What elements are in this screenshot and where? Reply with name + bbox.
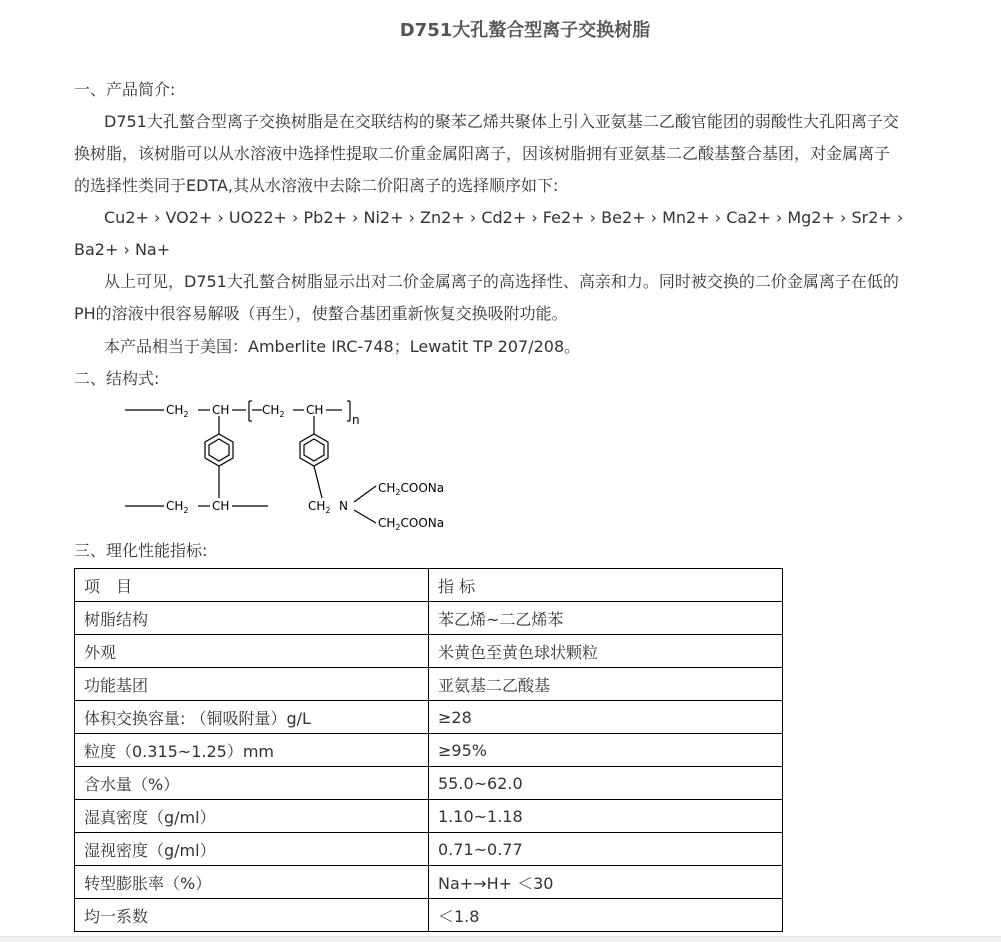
table-header-cell: 项 目: [75, 569, 429, 602]
table-row: [75, 833, 783, 866]
property-name: 外观: [75, 635, 429, 668]
properties-table: [74, 568, 783, 932]
ch-label: CH: [306, 403, 324, 417]
intro-paragraph-line: 的选择性类同于EDTA,其从水溶液中去除二价阳离子的选择顺序如下:: [74, 176, 559, 195]
property-value: ≥95%: [429, 734, 783, 767]
property-name: 树脂结构: [75, 602, 429, 635]
ch-label: CH: [212, 403, 230, 417]
table-header-cell: 指 标: [429, 569, 783, 602]
table-header-row: [75, 569, 783, 602]
property-value: 55.0~62.0: [429, 767, 783, 800]
property-name: 功能基团: [75, 668, 429, 701]
property-value: 0.71~0.77: [429, 833, 783, 866]
ch2-label: $CH_2$: [308, 499, 331, 515]
property-name: 均一系数: [75, 899, 429, 932]
property-value: ＜1.8: [429, 899, 783, 932]
property-name: 湿视密度（g/ml）: [75, 833, 429, 866]
ch2-label: $CH_2$: [166, 499, 189, 515]
section-heading-structure: 二、结构式:: [74, 369, 160, 388]
property-value: Na+→H+ ＜30: [429, 866, 783, 899]
table-row: [75, 866, 783, 899]
ch2-label: $CH_2$: [262, 403, 285, 419]
property-value: ≥28: [429, 701, 783, 734]
table-row: [75, 734, 783, 767]
equivalent-products: 本产品相当于美国：Amberlite IRC-748；Lewatit TP 207/208。: [104, 337, 581, 356]
table-row: [75, 701, 783, 734]
page-title: D751大孔螯合型离子交换树脂: [399, 20, 651, 41]
table-row: [75, 602, 783, 635]
ch-label: CH: [212, 499, 230, 513]
property-name: 体积交换容量: （铜吸附量）g/L: [75, 701, 429, 734]
repeat-n-label: n: [352, 413, 360, 427]
table-row: [75, 800, 783, 833]
ch2coona-bottom-label: $CH_2COONa$: [378, 516, 445, 532]
table-row: [75, 668, 783, 701]
intro-paragraph-line: 换树脂，该树脂可以从水溶液中选择性提取二价重金属阳离子，因该树脂拥有亚氨基二乙酸基螯合基团，对金属离子: [74, 144, 891, 163]
table-row: [75, 767, 783, 800]
property-value: 亚氨基二乙酸基: [429, 668, 783, 701]
selectivity-order-cont: Ba2+ › Na+: [74, 240, 171, 259]
section-heading-intro: 一、产品简介:: [74, 80, 176, 99]
structural-formula: [118, 394, 478, 536]
selectivity-order: Cu2+ › VO2+ › UO22+ › Pb2+ › Ni2+ › Zn2+ › Cd2+ › Fe2+ › Be2+ › Mn2+ › Ca2+ › Mg2+ › Sr2+ ›: [104, 208, 904, 227]
property-value: 米黄色至黄色球状颗粒: [429, 635, 783, 668]
property-value: 苯乙烯~二乙烯苯: [429, 602, 783, 635]
nitrogen-label: N: [339, 499, 348, 513]
property-name: 湿真密度（g/ml）: [75, 800, 429, 833]
section-heading-properties: 三、理化性能指标:: [74, 541, 208, 560]
table-row: [75, 635, 783, 668]
table-row: [75, 899, 783, 932]
horizontal-scrollbar[interactable]: [0, 936, 1001, 942]
property-value: 1.10~1.18: [429, 800, 783, 833]
ch2-label: $CH_2$: [166, 403, 189, 419]
intro-paragraph-line: D751大孔螯合型离子交换树脂是在交联结构的聚苯乙烯共聚体上引入亚氨基二乙酸官能团的弱酸性大孔阳离子交: [104, 112, 899, 131]
property-name: 粒度（0.315~1.25）mm: [75, 734, 429, 767]
intro-paragraph-line: 从上可见，D751大孔螯合树脂显示出对二价金属离子的高选择性、高亲和力。同时被交换的二价金属离子在低的: [104, 272, 899, 291]
intro-paragraph-line: PH的溶液中很容易解吸（再生），使螯合基团重新恢复交换吸附功能。: [74, 304, 568, 323]
property-name: 含水量（%）: [75, 767, 429, 800]
property-name: 转型膨胀率（%）: [75, 866, 429, 899]
ch2coona-top-label: $CH_2COONa$: [378, 481, 445, 497]
